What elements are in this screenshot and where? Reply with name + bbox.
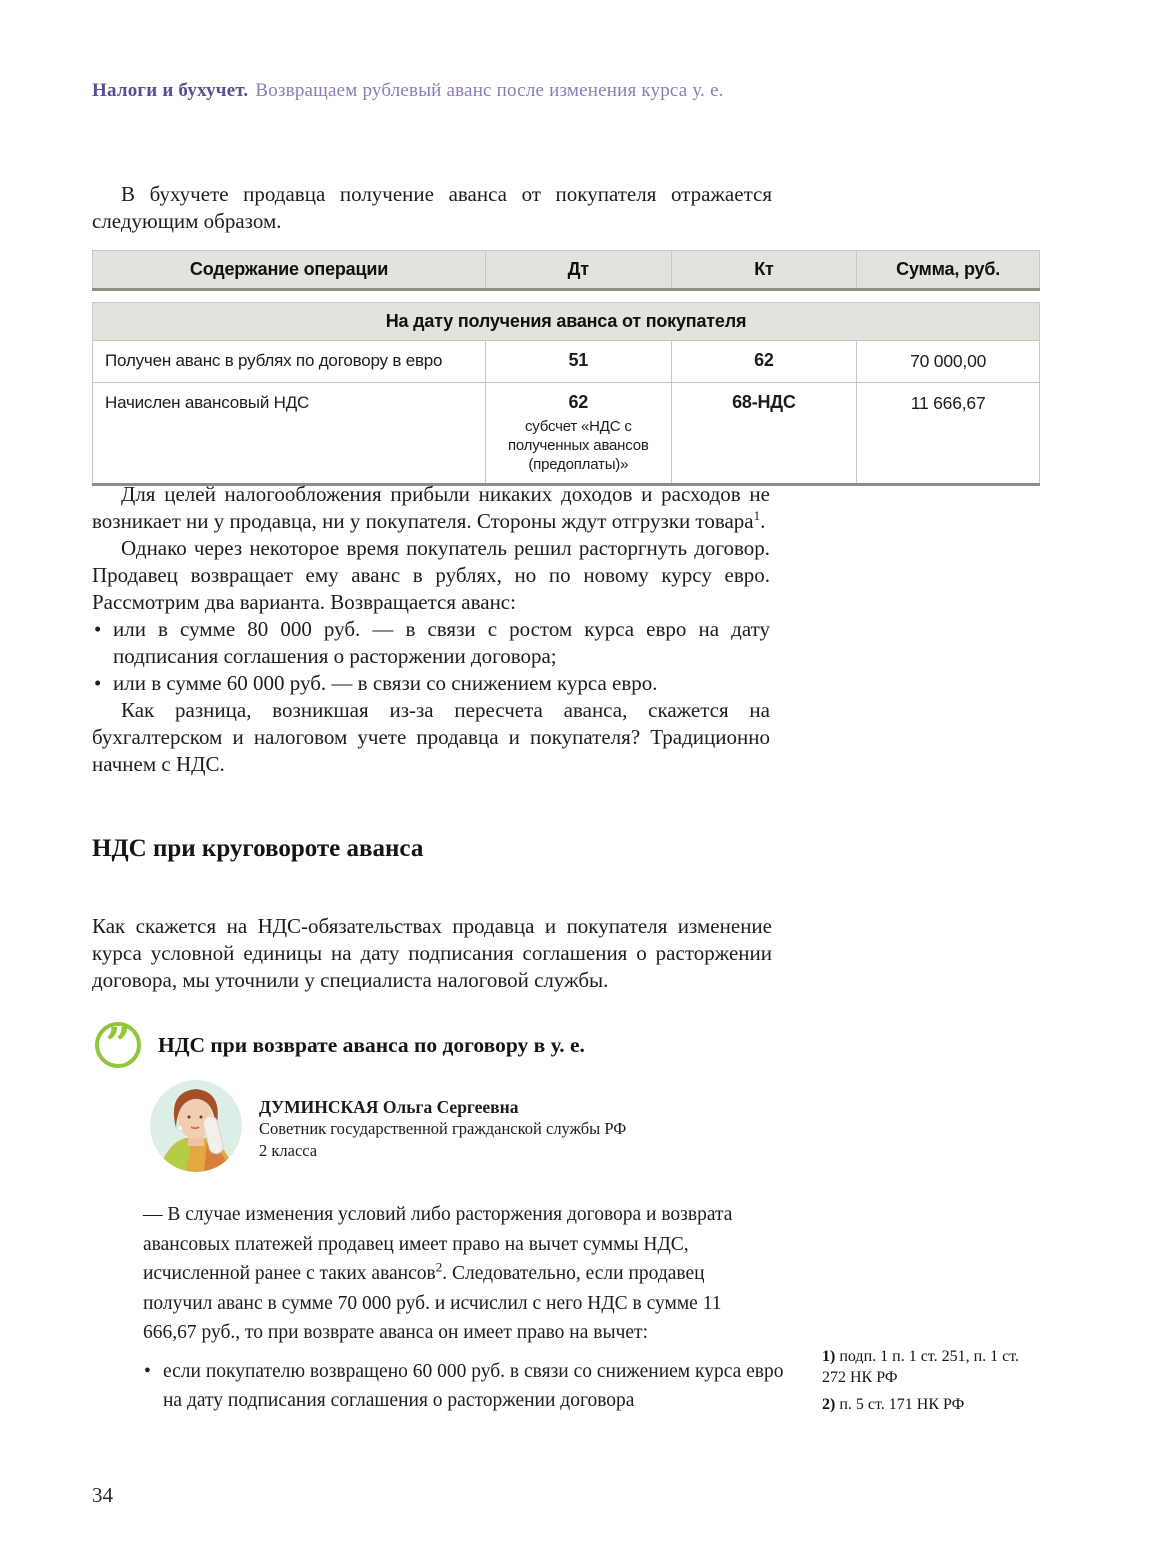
quote-paragraph: — В случае изменения условий либо расторжения договора и возврата авансовых платежей продавец имеет право на вычет суммы НДС, исчисленной ранее с таких авансов$^2$. Следовательно, если продавец получил аванс в сумме 70 000 руб. и исчислил с него НДС в сумме 11 666,67 руб., то при возврате аванса он имеет право на вычет:: [143, 1204, 733, 1343]
article-title: Возвращаем рублевый аванс после изменения курса у. е.: [255, 80, 724, 101]
debit-cell: 51: [486, 341, 672, 383]
footnote-marker: 1): [822, 1348, 836, 1365]
footnote-text: подп. 1 п. 1 ст. 251, п. 1 ст. 272 НК РФ: [822, 1348, 1020, 1386]
rubric-title: Налоги и бухучет.: [92, 80, 249, 101]
postings-table-body: [92, 302, 1040, 486]
section-heading: НДС при круговороте аванса: [92, 835, 424, 862]
list-item: • или в сумме 60 000 руб. — в связи со снижением курса евро.: [92, 670, 770, 697]
column-header-operation: Содержание операции: [93, 251, 486, 290]
column-header-amount: Сумма, руб.: [857, 251, 1040, 290]
operation-cell: Получен аванс в рублях по договору в евро: [93, 341, 486, 383]
expert-title-line: Советник государственной гражданской службы РФ: [259, 1119, 627, 1138]
expert-quote-block: [92, 1019, 812, 1416]
postings-table-header: [92, 250, 1040, 291]
section-paragraph: Как скажется на НДС-обязательствах продавца и покупателя изменение курса условной единицы на дату подписания соглашения о расторжении договора, мы уточнили у специалиста налоговой службы.: [92, 914, 772, 992]
table-row: [93, 341, 1040, 383]
expert-portrait-illustration: [150, 1080, 242, 1172]
debit-subaccount-note: субсчет «НДС с полученных авансов (предоплаты)»: [507, 418, 649, 473]
expert-photo: [150, 1080, 242, 1172]
footnote-item: [822, 1394, 1027, 1415]
footnote-text: п. 5 ст. 171 НК РФ: [839, 1396, 965, 1413]
credit-cell: 68-НДС: [671, 383, 857, 485]
quote-title-row: [92, 1019, 812, 1070]
footnote-ref-1: 1: [753, 508, 761, 523]
intro-paragraph: В бухучете продавца получение аванса от покупателя отражается следующим образом.: [92, 182, 772, 233]
postings-table: [92, 250, 1040, 486]
table-row: [93, 383, 1040, 485]
body-paragraph: Однако через некоторое время покупатель решил расторгнуть договор. Продавец возвращает ему аванс в рублях, но по новому курсу евро. Рассмотрим два варианта. Возвращается аванс:: [92, 536, 770, 614]
credit-cell: 62: [671, 341, 857, 383]
footnote-item: [822, 1346, 1027, 1388]
debit-cell: 62 субсчет «НДС с полученных авансов (предоплаты)»: [486, 383, 672, 485]
expert-row: [150, 1080, 812, 1172]
quote-title: НДС при возврате аванса по договору в у. е.: [158, 1032, 585, 1057]
operation-cell: Начислен авансовый НДС: [93, 383, 486, 485]
footnote-ref-2: 2: [435, 1259, 443, 1275]
column-header-debit: Дт: [486, 251, 672, 290]
expert-credentials: [259, 1080, 626, 1172]
footnote-marker: 2): [822, 1396, 836, 1413]
quote-icon: ”: [95, 1022, 141, 1068]
list-item: • или в сумме 80 000 руб. — в связи с ростом курса евро на дату подписания соглашения о расторжении договора;: [92, 616, 770, 670]
expert-title-line: 2 класса: [259, 1141, 318, 1160]
article-body: [92, 481, 770, 778]
page-number: 34: [92, 1483, 113, 1507]
running-head: [92, 80, 724, 102]
amount-cell: 70 000,00: [857, 341, 1040, 383]
table-section-title: На дату получения аванса от покупателя: [93, 303, 1040, 341]
body-paragraph: Для целей налогообложения прибыли никаких доходов и расходов не возникает ни у продавца, ни у покупателя. Стороны ждут отгрузки товара$^1$.: [92, 482, 770, 533]
expert-name: ДУМИНСКАЯ Ольга Сергеевна: [259, 1097, 519, 1117]
table-section-row: [93, 303, 1040, 341]
margin-footnotes: [822, 1346, 1027, 1421]
quote-list-item: • если покупателю возвращено 60 000 руб. в связи со снижением курса евро на дату подписания соглашения о расторжении договора: [143, 1357, 791, 1416]
bullet-list: [92, 616, 770, 697]
amount-cell: 11 666,67: [857, 383, 1040, 485]
column-header-credit: Кт: [671, 251, 857, 290]
body-paragraph: Как разница, возникшая из-за пересчета аванса, скажется на бухгалтерском и налоговом учете продавца и покупателя? Традиционно начнем с НДС.: [92, 698, 770, 776]
